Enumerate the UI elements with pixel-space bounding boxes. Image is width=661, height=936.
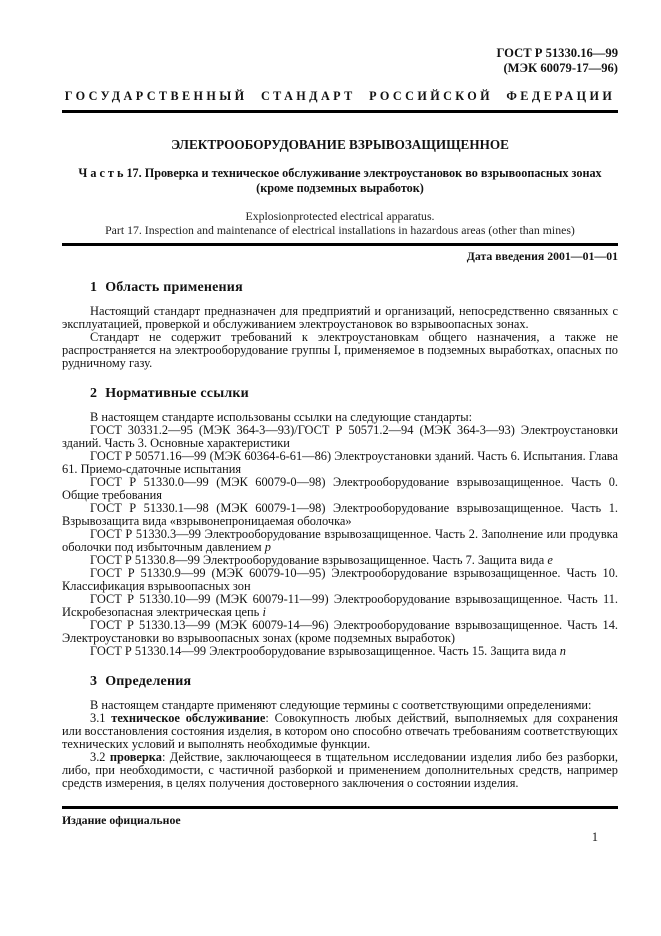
section-heading-scope (90, 280, 618, 296)
title-en-line1: Explosionprotected electrical apparatus. (245, 209, 435, 223)
reference-item (62, 502, 618, 528)
section-heading-references (90, 386, 618, 402)
reference-item (62, 619, 618, 645)
federation-standard-banner: ГОСУДАРСТВЕННЫЙ СТАНДАРТ РОССИЙСКОЙ ФЕДЕРАЦИИ (64, 89, 616, 103)
reference-text: ГОСТ Р 51330.1—98 (МЭК 60079-1—98) Электрооборудование взрывозащищенное. Часть 1. Взрывозащита вида «взрывонепроницаемая оболочка» (62, 501, 618, 528)
reference-item (62, 450, 618, 476)
term-body: : Совокупность любых действий, выполняемых для сохранения или восстановления состояния изделия, в котором оно способно отвечать требованиям соответствующих технических условий и выполнять необходимые функции. (62, 711, 618, 751)
section-number: 1 (90, 280, 98, 295)
section-heading-definitions (90, 674, 618, 690)
section-title: Нормативные ссылки (105, 386, 249, 401)
reference-item (62, 567, 618, 593)
reference-symbol: n (559, 644, 566, 658)
reference-item (62, 528, 618, 554)
term-body: : Действие, заключающееся в тщательном исследовании изделия либо без разборки, либо, при необходимости, с частичной разборкой и применением дополнительных средств, например средств измерения, в целях получения достоверного заключения о состоянии изделия. (62, 750, 618, 790)
doc-number-line2: (МЭК 60079-17—96) (503, 61, 618, 75)
page-footer (62, 806, 618, 828)
scope-paragraph: Стандарт не содержит требований к электроустановкам общего назначения, а также не распространяется на электрооборудование группы I, применяемое в подземных выработках, опасных по рудничному газу. (62, 330, 618, 370)
reference-item (62, 645, 618, 658)
term-number: 3.2 (90, 750, 110, 764)
reference-item (62, 424, 618, 450)
reference-text: ГОСТ 30331.2—95 (МЭК 364-3—93)/ГОСТ Р 50571.2—94 (МЭК 364-3—93) Электроустановки зданий. Часть 3. Основные характеристики (62, 423, 618, 450)
scope-paragraph: Настоящий стандарт предназначен для предприятий и организаций, непосредственно связанных с эксплуатацией, проверкой и обслуживанием электроустановок во взрывоопасных зонах. (62, 304, 618, 331)
reference-text: ГОСТ Р 51330.10—99 (МЭК 60079-11—99) Электрооборудование взрывозащищенное. Часть 11. Искробезопасная электрическая цепь (62, 592, 618, 619)
reference-text: ГОСТ Р 51330.0—99 (МЭК 60079-0—98) Электрооборудование взрывозащищенное. Часть 0. Общие требования (62, 475, 618, 502)
term-label: проверка (109, 750, 162, 764)
doc-number-line1: ГОСТ Р 51330.16—99 (496, 46, 618, 60)
document-title-ru: ЭЛЕКТРООБОРУДОВАНИЕ ВЗРЫВОЗАЩИЩЕННОЕ (171, 137, 509, 152)
footer-rule (62, 806, 618, 809)
section-number: 2 (90, 386, 98, 401)
reference-item (62, 593, 618, 619)
section-title: Область применения (105, 280, 243, 295)
reference-text: ГОСТ Р 51330.13—99 (МЭК 60079-14—96) Электрооборудование взрывозащищенное. Часть 14. Электроустановки во взрывоопасных зонах (кроме подземных выработок) (62, 618, 618, 645)
reference-text: ГОСТ Р 51330.8—99 Электрооборудование взрывозащищенное. Часть 7. Защита вида (90, 553, 548, 567)
document-subtitle-ru (62, 166, 618, 196)
reference-text: ГОСТ Р 50571.16—99 (МЭК 60364-6-61—86) Электроустановки зданий. Часть 6. Испытания. Глава 61. Приемо-сдаточные испытания (62, 449, 618, 476)
title-en-line2: Part 17. Inspection and maintenance of electrical installations in hazardous areas (other than mines) (105, 223, 575, 237)
effective-date: Дата введения 2001—01—01 (466, 249, 618, 263)
term-label: техническое обслуживание (111, 711, 266, 725)
section-title: Определения (105, 674, 192, 689)
definition-term (62, 751, 618, 790)
section-number: 3 (90, 674, 98, 689)
reference-symbol: p (264, 540, 271, 554)
reference-text: ГОСТ Р 51330.9—99 (МЭК 60079-10—95) Электрооборудование взрывозащищенное. Часть 10. Классификация взрывоопасных зон (62, 566, 618, 593)
definition-term (62, 712, 618, 751)
reference-symbol: e (547, 553, 553, 567)
subtitle-line1: Ч а с т ь 17. Проверка и техническое обслуживание электроустановок во взрывоопасных зонах (78, 166, 602, 180)
header-rule (62, 110, 618, 113)
reference-symbol: i (262, 605, 266, 619)
subtitle-line2: (кроме подземных выработок) (256, 181, 424, 195)
reference-text: ГОСТ Р 51330.14—99 Электрооборудование взрывозащищенное. Часть 15. Защита вида (90, 644, 560, 658)
references-intro: В настоящем стандарте использованы ссылки на следующие стандарты: (90, 410, 473, 424)
title-rule (62, 243, 618, 246)
edition-note: Издание официальное (62, 813, 181, 827)
page-number: 1 (591, 830, 598, 844)
reference-item (62, 476, 618, 502)
doc-number-block (62, 46, 618, 76)
reference-text: ГОСТ Р 51330.3—99 Электрооборудование взрывозащищенное. Часть 2. Заполнение или продувка оболочки под избыточным давлением (62, 527, 618, 554)
term-number: 3.1 (90, 711, 112, 725)
definitions-intro: В настоящем стандарте применяют следующие термины с соответствующими определениями: (90, 698, 592, 712)
document-title-en (62, 209, 618, 237)
